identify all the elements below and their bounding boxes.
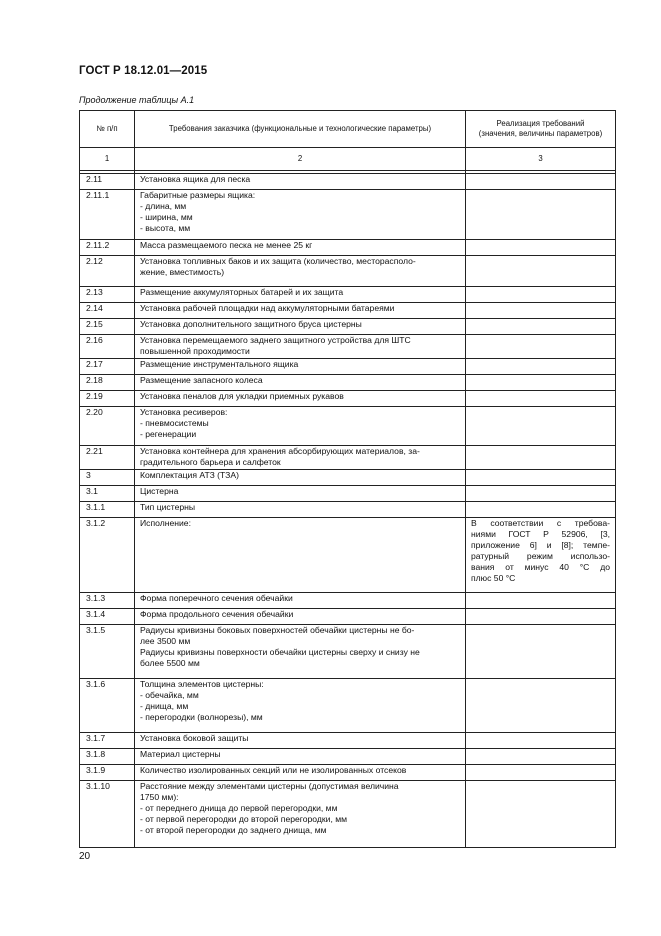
- requirement-text-line: Размещение инструментального ящика: [140, 359, 299, 369]
- table-body: [80, 171, 616, 848]
- requirement-cell: [135, 679, 466, 733]
- table-row: [80, 733, 616, 749]
- requirement-cell: [135, 174, 466, 190]
- table-row: [80, 446, 616, 470]
- requirement-cell: [135, 625, 466, 679]
- implementation-cell: [466, 319, 616, 335]
- implementation-cell: [466, 765, 616, 781]
- table-row: [80, 625, 616, 679]
- implementation-cell: [466, 593, 616, 609]
- column-index-2: 2: [135, 148, 466, 171]
- requirement-text-line: Установка контейнера для хранения абсорбирующих материалов, за-: [140, 446, 420, 456]
- row-number: 2.11.1: [80, 190, 135, 240]
- implementation-text-line: ратурный режим использо-: [471, 550, 610, 561]
- page-number: 20: [79, 851, 91, 862]
- column-index-3: 3: [466, 148, 616, 171]
- requirement-text-line: - длина, мм: [140, 200, 187, 211]
- requirement-text-line: - регенерации: [140, 428, 197, 439]
- requirement-text-line: - от второй перегородки до заднего днища, мм: [140, 824, 327, 835]
- implementation-cell: [466, 781, 616, 848]
- implementation-cell: [466, 446, 616, 470]
- row-number: 3.1.1: [80, 502, 135, 518]
- requirement-text-line: - обечайка, мм: [140, 689, 199, 700]
- row-number: 2.18: [80, 375, 135, 391]
- row-number: 3.1.3: [80, 593, 135, 609]
- requirement-cell: [135, 502, 466, 518]
- column-header-implementation-line: Реализация требований: [496, 119, 585, 128]
- table-row: [80, 518, 616, 593]
- table-row: [80, 287, 616, 303]
- implementation-cell: [466, 174, 616, 190]
- column-header-requirements: Требования заказчика (функциональные и технологические параметры): [135, 111, 466, 148]
- requirement-text-line: - пневмосистемы: [140, 417, 209, 428]
- table-row: [80, 391, 616, 407]
- table-row: [80, 502, 616, 518]
- table-row: [80, 486, 616, 502]
- row-number: 3.1.9: [80, 765, 135, 781]
- requirement-cell: [135, 256, 466, 287]
- requirements-table: [79, 110, 616, 848]
- table-caption: Продолжение таблицы А.1: [79, 95, 195, 105]
- table-row: [80, 407, 616, 446]
- row-number: 3.1.7: [80, 733, 135, 749]
- table-row: [80, 781, 616, 848]
- requirement-cell: [135, 287, 466, 303]
- requirement-cell: [135, 359, 466, 375]
- column-header-number: № п/п: [80, 111, 135, 148]
- row-number: 3.1.6: [80, 679, 135, 733]
- requirement-cell: [135, 335, 466, 359]
- row-number: 2.19: [80, 391, 135, 407]
- requirement-text-line: повышенной проходимости: [140, 345, 250, 356]
- requirement-cell: [135, 749, 466, 765]
- requirement-text-line: Радиусы кривизны боковых поверхностей обечайки цистерны не бо-: [140, 625, 415, 635]
- implementation-text-line: В соответствии с требова-: [471, 518, 610, 528]
- row-number: 2.20: [80, 407, 135, 446]
- requirement-cell: [135, 518, 466, 593]
- requirement-text-line: Габаритные размеры ящика:: [140, 190, 256, 200]
- implementation-cell: [466, 609, 616, 625]
- table-row: [80, 359, 616, 375]
- implementation-cell: [466, 733, 616, 749]
- requirement-text-line: Установка топливных баков и их защита (количество, месторасполо-: [140, 256, 416, 266]
- requirement-cell: [135, 407, 466, 446]
- implementation-text-line: приложение 6] и [8]; темпе-: [471, 539, 610, 550]
- requirement-cell: [135, 446, 466, 470]
- requirement-text-line: Комплектация АТЗ (ТЗА): [140, 470, 239, 480]
- document-title: ГОСТ Р 18.12.01—2015: [79, 65, 208, 77]
- requirement-text-line: жение, вместимость): [140, 266, 225, 277]
- requirement-cell: [135, 781, 466, 848]
- row-number: 2.13: [80, 287, 135, 303]
- requirement-text-line: Форма продольного сечения обечайки: [140, 609, 294, 619]
- row-number: 2.16: [80, 335, 135, 359]
- table-row: [80, 190, 616, 240]
- column-header-implementation: [466, 111, 616, 148]
- row-number: 2.21: [80, 446, 135, 470]
- requirement-text-line: Размещение аккумуляторных батарей и их защита: [140, 287, 344, 297]
- requirement-text-line: Установка дополнительного защитного бруса цистерны: [140, 319, 362, 329]
- requirement-text-line: 1750 мм):: [140, 791, 179, 802]
- implementation-cell: [466, 287, 616, 303]
- column-index-1: 1: [80, 148, 135, 171]
- row-number: 3: [80, 470, 135, 486]
- implementation-cell: [466, 256, 616, 287]
- implementation-cell: [466, 407, 616, 446]
- row-number: 2.17: [80, 359, 135, 375]
- requirement-text-line: Установка пеналов для укладки приемных рукавов: [140, 391, 344, 401]
- table-row: [80, 174, 616, 190]
- row-number: 2.11.2: [80, 240, 135, 256]
- implementation-cell: [466, 190, 616, 240]
- requirement-text-line: градительного барьера и салфеток: [140, 456, 281, 467]
- requirement-text-line: Цистерна: [140, 486, 179, 496]
- row-number: 2.14: [80, 303, 135, 319]
- requirement-cell: [135, 609, 466, 625]
- requirement-text-line: Количество изолированных секций или не изолированных отсеков: [140, 765, 407, 775]
- table-row: [80, 749, 616, 765]
- implementation-cell: [466, 335, 616, 359]
- implementation-cell: [466, 240, 616, 256]
- implementation-cell: [466, 359, 616, 375]
- requirement-text-line: лее 3500 мм: [140, 635, 191, 646]
- implementation-cell: [466, 749, 616, 765]
- implementation-cell: [466, 625, 616, 679]
- table-row: [80, 335, 616, 359]
- table-row: [80, 240, 616, 256]
- requirement-text-line: Установка перемещаемого заднего защитного устройства для ШТС: [140, 335, 411, 345]
- requirement-text-line: более 5500 мм: [140, 657, 200, 668]
- requirement-text-line: - ширина, мм: [140, 211, 193, 222]
- row-number: 3.1: [80, 486, 135, 502]
- requirement-text-line: Радиусы кривизны поверхности обечайки цистерны сверху и снизу не: [140, 646, 420, 657]
- implementation-cell: [466, 303, 616, 319]
- table-row: [80, 679, 616, 733]
- requirement-cell: [135, 375, 466, 391]
- table-row: [80, 256, 616, 287]
- implementation-cell: [466, 391, 616, 407]
- implementation-cell: [466, 486, 616, 502]
- requirement-text-line: Установка ящика для песка: [140, 174, 251, 184]
- table-row: [80, 609, 616, 625]
- requirement-text-line: Материал цистерны: [140, 749, 221, 759]
- row-number: 3.1.2: [80, 518, 135, 593]
- row-number: 3.1.8: [80, 749, 135, 765]
- requirement-text-line: Установка боковой защиты: [140, 733, 249, 743]
- table-row: [80, 470, 616, 486]
- requirement-text-line: Масса размещаемого песка не менее 25 кг: [140, 240, 313, 250]
- requirement-text-line: Размещение запасного колеса: [140, 375, 263, 385]
- requirement-cell: [135, 765, 466, 781]
- row-number: 2.12: [80, 256, 135, 287]
- requirement-text-line: Исполнение:: [140, 518, 191, 528]
- requirement-cell: [135, 303, 466, 319]
- requirement-cell: [135, 391, 466, 407]
- implementation-cell: [466, 518, 616, 593]
- requirement-text-line: Тип цистерны: [140, 502, 196, 512]
- requirement-text-line: Толщина элементов цистерны:: [140, 679, 264, 689]
- requirement-text-line: Установка рабочей площадки над аккумуляторными батареями: [140, 303, 395, 313]
- requirement-cell: [135, 593, 466, 609]
- requirement-text-line: Форма поперечного сечения обечайки: [140, 593, 293, 603]
- table-row: [80, 765, 616, 781]
- requirement-text-line: - днища, мм: [140, 700, 189, 711]
- requirement-cell: [135, 190, 466, 240]
- requirement-cell: [135, 470, 466, 486]
- requirement-cell: [135, 240, 466, 256]
- table-row: [80, 319, 616, 335]
- row-number: 2.15: [80, 319, 135, 335]
- requirement-text-line: - высота, мм: [140, 222, 191, 233]
- implementation-cell: [466, 502, 616, 518]
- implementation-text-line: вания от минус 40 °С до: [471, 561, 610, 572]
- requirement-text-line: Расстояние между элементами цистерны (допустимая величина: [140, 781, 399, 791]
- implementation-text-line: плюс 50 °С: [471, 572, 516, 583]
- table-row: [80, 593, 616, 609]
- table-header-row: [80, 111, 616, 148]
- row-number: 3.1.10: [80, 781, 135, 848]
- requirement-cell: [135, 733, 466, 749]
- requirement-text-line: Установка ресиверов:: [140, 407, 228, 417]
- table-row: [80, 303, 616, 319]
- requirement-cell: [135, 486, 466, 502]
- implementation-cell: [466, 470, 616, 486]
- requirement-text-line: - перегородки (волнорезы), мм: [140, 711, 263, 722]
- implementation-text-line: ниями ГОСТ Р 52906, [3,: [471, 528, 610, 539]
- requirement-cell: [135, 319, 466, 335]
- implementation-cell: [466, 679, 616, 733]
- row-number: 2.11: [80, 174, 135, 190]
- requirement-text-line: - от переднего днища до первой перегородки, мм: [140, 802, 338, 813]
- requirement-text-line: - от первой перегородки до второй перегородки, мм: [140, 813, 348, 824]
- row-number: 3.1.4: [80, 609, 135, 625]
- table-row: [80, 375, 616, 391]
- row-number: 3.1.5: [80, 625, 135, 679]
- column-index-row: [80, 148, 616, 171]
- implementation-cell: [466, 375, 616, 391]
- column-header-implementation-line: (значения, величины параметров): [478, 129, 603, 138]
